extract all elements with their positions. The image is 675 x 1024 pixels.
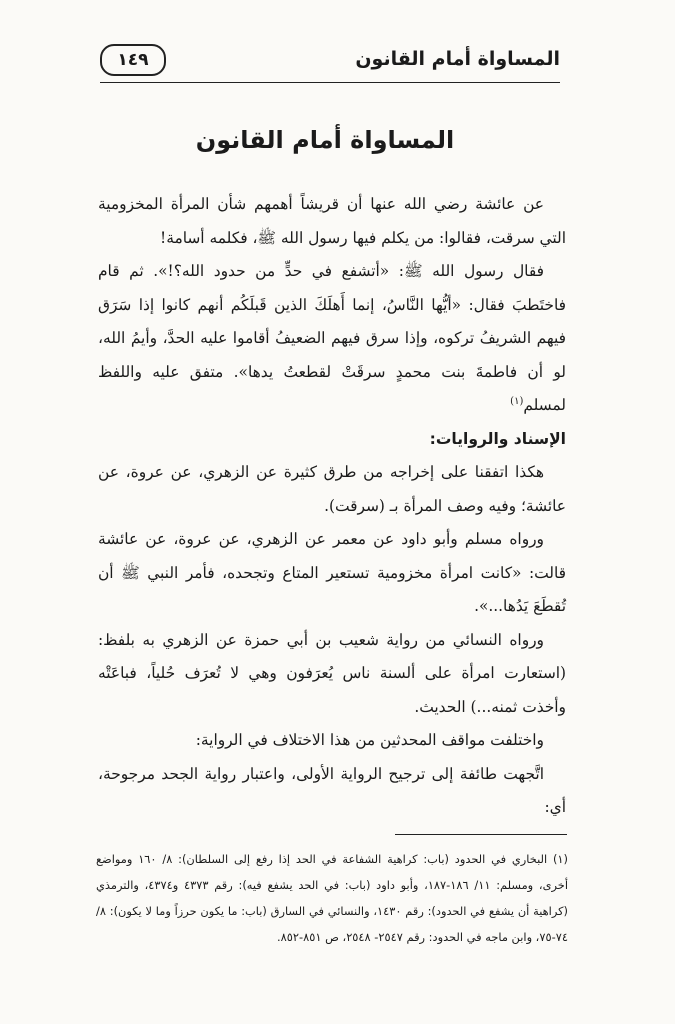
paragraph-hadith-text: [98, 255, 566, 423]
paragraph-agreement: هكذا اتفقنا على إخراجه من طرق كثيرة عن الزهري، عن عروة، عن عائشة؛ وفيه وصف المرأة بـ (سرقت).: [98, 463, 566, 515]
footnotes: [96, 846, 568, 950]
header-divider: [100, 82, 560, 83]
page-header: [100, 40, 560, 80]
paragraph-hadith-intro: عن عائشة رضي الله عنها أن قريشاً أهمهم شأن المرأة المخزومية التي سرقت، فقالوا: من يكلم فيها رسول الله ﷺ، فكلمه أسامة!: [98, 195, 566, 247]
footnote-divider: [395, 834, 567, 835]
paragraph-first-position: اتَّجهت طائفة إلى ترجيح الرواية الأولى، واعتبار رواية الجحد مرجوحة، أي:: [98, 764, 566, 816]
paragraph-scholars-positions: واختلفت مواقف المحدثين من هذا الاختلاف في الرواية:: [195, 731, 544, 749]
body-text: [98, 188, 566, 825]
footnote-item: (١) البخاري في الحدود (باب: كراهية الشفاعة في الحد إذا رفع إلى السلطان): ٨/ ١٦٠ ومواضع أخرى، ومسلم: ١١/ ١٨٦-١٨٧، وأبو داود (باب: في الحد يشفع فيه): رقم ٤٣٧٣ و٤٣٧٤، والترمذي (كراهية أن يشفع في الحدود): رقم ١٤٣٠، والنسائي في السارق (باب: ما يكون حرزاً وما لا يكون): ٨/ ٧٤-٧٥، وابن ماجه في الحدود: رقم ٢٥٤٧- ٢٥٤٨، ص ٨٥١-٨٥٢.: [96, 852, 568, 944]
page-number: ١٤٩: [100, 44, 166, 76]
running-title: المساواة أمام القانون: [355, 48, 560, 70]
hadith-text: فقال رسول الله ﷺ: «أتشفع في حدٍّ من حدود الله؟!». ثم قام فاختَطبَ فقال: «أيُّها النَّاسُ، إنما أَهلَكَ الذين قَبلَكُم أنهم كانوا إذا سَرَق فيهم الشريفُ تركوه، وإذا سرق فيهم الضعيفُ أقاموا عليه الحدَّ، وأيمُ الله، لو أن فاطمةَ بنت محمدٍ سرقَتْ لقطعتُ يدها». متفق عليه واللفظ لمسلم: [98, 262, 566, 414]
paragraph-nasai-narration: ورواه النسائي من رواية شعيب بن أبي حمزة عن الزهري به بلفظ: (استعارت امرأة على ألسنة ناس يُعرَفون وهي لا تُعرَف حُلياً، فباعَتْه وأخذت ثمنه...) الحديث.: [98, 630, 566, 716]
section-heading: الإسناد والروايات:: [429, 429, 566, 448]
paragraph-muslim-narration: ورواه مسلم وأبو داود عن معمر عن الزهري، عن عروة، عن عائشة قالت: «كانت امرأة مخزومية تستعير المتاع وتجحده، فأمر النبي ﷺ أن تُقطَعَ يَدُها...».: [98, 530, 566, 615]
footnote-reference: (١): [510, 395, 524, 407]
chapter-title: المساواة أمام القانون: [195, 126, 455, 154]
